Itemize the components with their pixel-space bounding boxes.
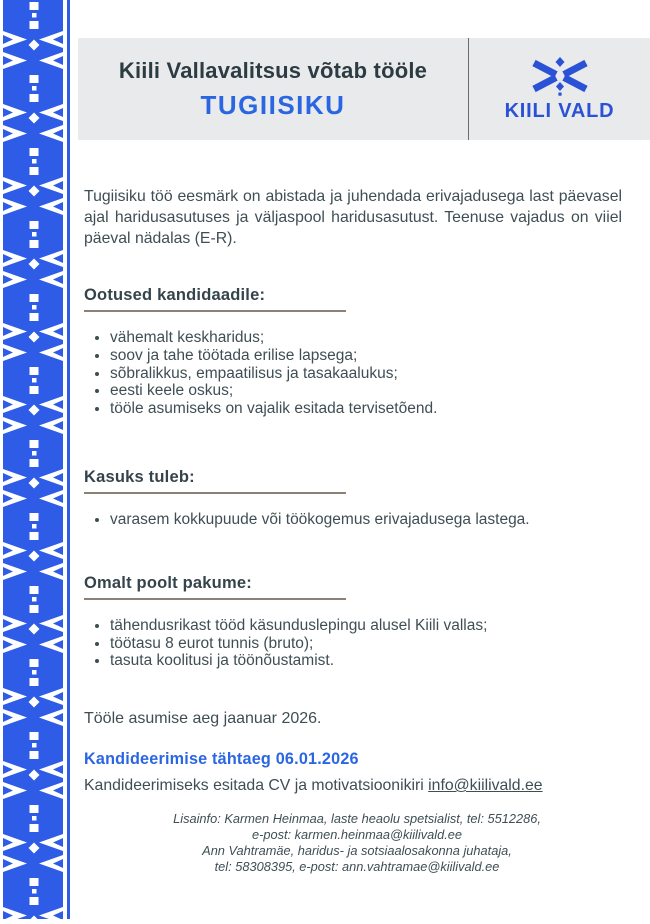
application-deadline: Kandideerimise tähtaeg 06.01.2026 (84, 750, 359, 769)
contact-line: Ann Vahtramäe, haridus- ja sotsiaalosakonna juhataja, (202, 843, 512, 859)
list-item: • vähemalt keskharidus; (110, 329, 630, 347)
intro-paragraph: Tugiisiku töö eesmärk on abistada ja juhendada erivajadusega last päevasel ajal haridusasutuses ja väljaspool haridusasutust. Teenuse vajadus on viiel päeval nädalas (E-R). (84, 188, 622, 247)
apply-instructions (84, 777, 630, 795)
list-item: • sõbralikkus, empaatilisus ja tasakaalukus; (110, 365, 630, 383)
section-heading-expectations: Ootused kandidaadile: (84, 286, 346, 312)
contact-line: tel: 58308395, e-post: ann.vahtramae@kiilivald.ee (214, 859, 500, 875)
list-item: • tööle asumiseks on vajalik esitada tervisetõend. (110, 400, 630, 418)
contact-info (84, 811, 630, 875)
logo-block (469, 38, 650, 140)
start-date-text: Tööle asumise aeg jaanuar 2026. (84, 710, 322, 728)
dragonfly-icon (527, 56, 593, 96)
list-item: • töötasu 8 eurot tunnis (bruto); (110, 635, 630, 653)
logo-text: KIILI VALD (504, 99, 615, 122)
contact-line: Lisainfo: Karmen Heinmaa, laste heaolu spetsialist, tel: 5512286, (173, 811, 541, 827)
decorative-border-pattern (0, 0, 70, 919)
folk-pattern-icon (0, 0, 70, 919)
header (78, 38, 650, 140)
apply-prefix: Kandideerimiseks esitada CV ja motivatsioonikiri (84, 777, 429, 795)
advantages-list (84, 511, 630, 529)
contact-line: e-post: karmen.heinmaa@kiilivald.ee (251, 827, 463, 843)
flyer-body (84, 186, 630, 875)
section-heading-offer: Omalt poolt pakume: (84, 574, 346, 600)
section-heading-advantages: Kasuks tuleb: (84, 468, 346, 494)
page-title: Kiili Vallavalitsus võtab tööle (118, 57, 428, 83)
list-item: • eesti keele oskus; (110, 382, 630, 400)
list-item: • soov ja tahe töötada erilise lapsega; (110, 347, 630, 365)
expectations-list (84, 329, 630, 418)
list-item: • varasem kokkupuude või töökogemus erivajadusega lastega. (110, 511, 630, 529)
job-title: TUGIISIKU (200, 89, 346, 120)
title-block (78, 38, 468, 140)
apply-email-link[interactable]: info@kiilivald.ee (428, 777, 543, 795)
list-item: • tasuta koolitusi ja töönõustamist. (110, 652, 630, 670)
list-item: • tähendusrikast tööd käsunduslepingu alusel Kiili vallas; (110, 617, 630, 635)
offer-list (84, 617, 630, 670)
